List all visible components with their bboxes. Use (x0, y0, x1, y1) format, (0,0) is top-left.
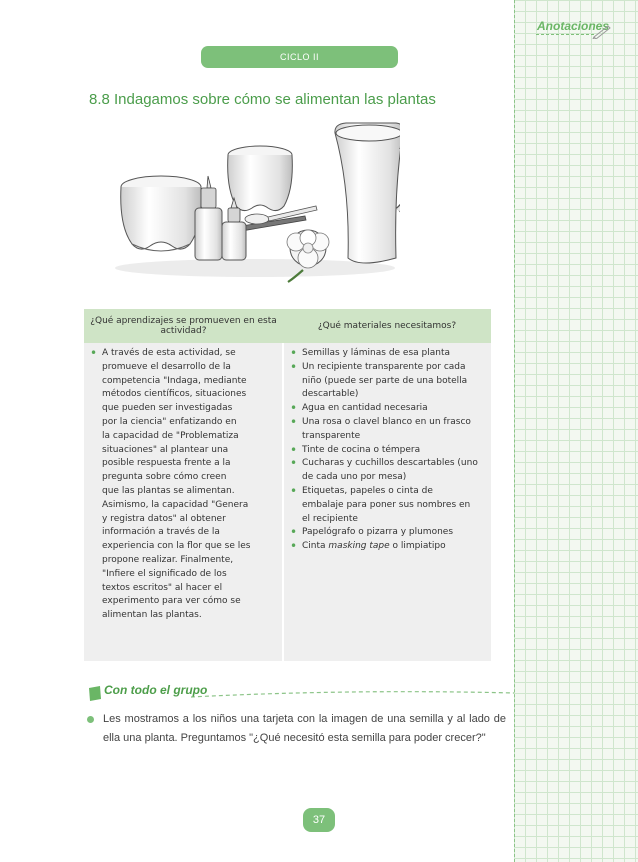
materials-header: ¿Qué materiales necesitamos? (283, 309, 491, 343)
group-heading: Con todo el grupo (104, 683, 208, 697)
material-line: embalaje para poner sus nombres en (302, 499, 471, 510)
annotations-margin (514, 0, 638, 862)
material-line: • Una rosa o clavel blanco en un frasco (302, 416, 471, 427)
learning-line: métodos científicos, situaciones (102, 389, 247, 400)
planning-table (84, 309, 491, 661)
group-paragraph: Les mostramos a los niños una tarjeta con la imagen de una semilla y al lado de ella una planta. Preguntamos "¿Qué necesitó esta semilla para poder crecer?" (103, 713, 506, 744)
learning-item (90, 347, 276, 623)
material-item (290, 485, 485, 526)
material-text: o limpiatipo (389, 541, 446, 552)
learning-line: Asimismo, la capacidad "Genera (102, 499, 249, 510)
learning-line: competencia "Indaga, mediante (102, 375, 247, 386)
learning-line: pregunta sobre cómo creen (102, 472, 227, 483)
cut-bottle-right (228, 146, 293, 211)
learning-line: situaciones" al plantear una (102, 444, 229, 455)
materials-list (290, 347, 485, 554)
material-line: descartable) (302, 389, 359, 400)
paragraph-bullet (87, 716, 94, 723)
material-item (290, 540, 485, 554)
learning-cell (84, 343, 283, 661)
learning-list (90, 347, 276, 623)
materials-cell (283, 343, 491, 661)
learning-line: promueve el desarrollo de la (102, 361, 231, 372)
material-item (290, 402, 485, 416)
learning-line: textos escritos" al hacer el (102, 582, 223, 593)
learning-line: "Infiere el significado de los (102, 568, 227, 579)
material-item (290, 526, 485, 540)
learning-line: que las plantas se alimentan. (102, 485, 235, 496)
learning-line: por la ciencia" enfatizando en (102, 416, 237, 427)
cycle-banner: CICLO II (201, 46, 398, 68)
learning-line: que pueden ser investigadas (102, 403, 233, 414)
learning-line: experiencia con la flor que se les (102, 541, 251, 552)
water-pitcher (335, 123, 400, 263)
material-line: • Semillas y láminas de esa planta (302, 348, 451, 358)
material-line: el recipiente (302, 513, 358, 524)
pencil-icon (592, 23, 612, 39)
material-line: • Agua en cantidad necesaria (302, 403, 428, 414)
annotations-underline (536, 34, 594, 35)
material-item (290, 444, 485, 458)
cut-bottle-left (121, 176, 202, 251)
material-line: • Tinte de cocina o témpera (302, 444, 421, 455)
material-line: • Papelógrafo o pizarra y plumones (302, 527, 454, 538)
material-line: de cada uno por mesa) (302, 472, 407, 483)
learning-header: ¿Qué aprendizajes se promueven en esta actividad? (84, 309, 283, 343)
material-line (302, 540, 485, 554)
learning-line: experimento para ver cómo se (102, 596, 241, 607)
material-text: Cinta (302, 541, 329, 552)
material-emphasis: masking tape (328, 541, 390, 552)
learning-line: la capacidad de "Problematiza (102, 430, 239, 441)
material-item (290, 361, 485, 402)
material-line: • Cucharas y cuchillos descartables (uno (302, 458, 478, 469)
learning-line: • A través de esta actividad, se (102, 348, 236, 358)
learning-line: información a través de la (102, 527, 220, 538)
material-item (290, 347, 485, 361)
learning-line: y registra datos" al obtener (102, 513, 226, 524)
section-title: 8.8 Indagamos sobre cómo se alimentan las plantas (89, 91, 436, 108)
material-item (290, 457, 485, 485)
materials-illustration (110, 118, 400, 284)
material-item (290, 416, 485, 444)
material-line: transparente (302, 430, 361, 441)
learning-line: posible respuesta frente a la (102, 458, 231, 469)
margin-divider (514, 0, 515, 862)
annotations-label: Anotaciones (537, 19, 610, 33)
material-line: niño (puede ser parte de una botella (302, 375, 468, 386)
page-number: 37 (303, 808, 335, 832)
learning-line: propone realizar. Finalmente, (102, 554, 234, 565)
material-line: • Etiquetas, papeles o cinta de (302, 485, 433, 496)
learning-line: alimentan las plantas. (102, 610, 202, 621)
material-line: • Un recipiente transparente por cada (302, 361, 466, 372)
